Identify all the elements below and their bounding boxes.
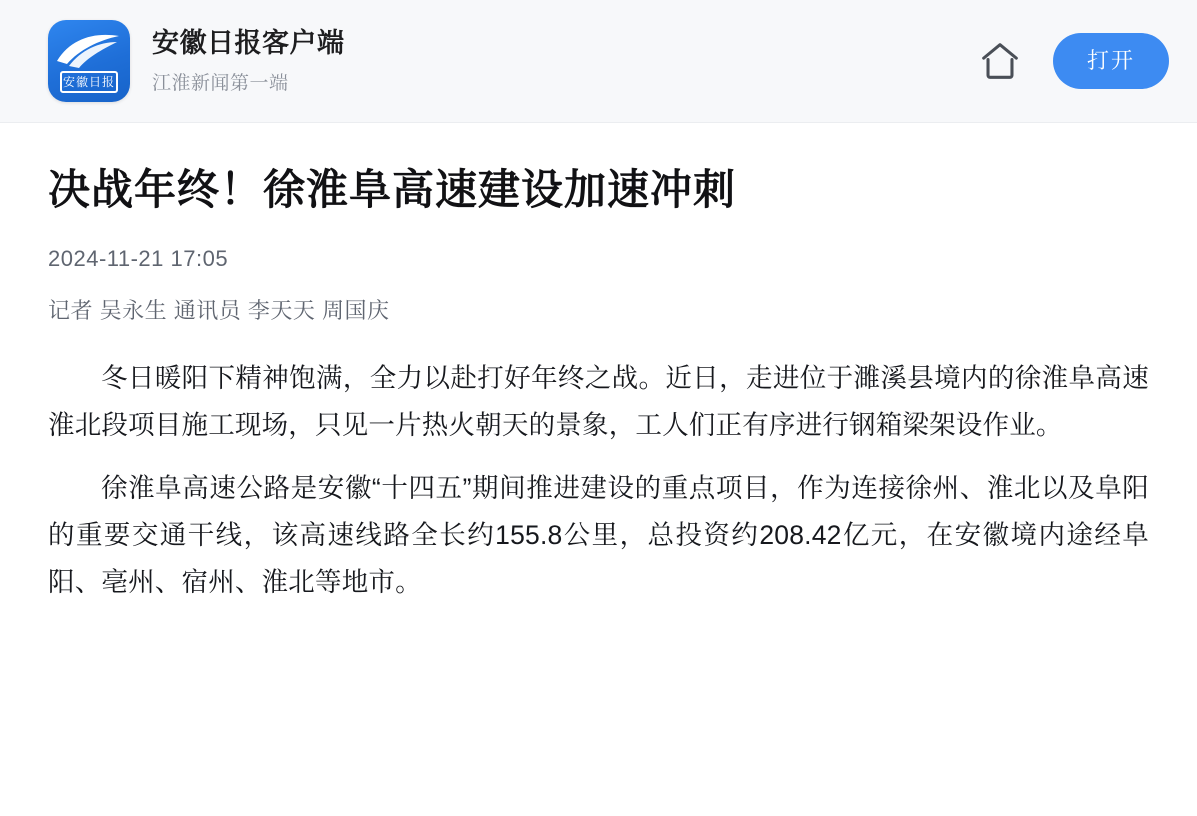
app-meta	[152, 27, 345, 96]
app-promo-bar	[0, 0, 1197, 122]
publish-timestamp: 2024-11-21 17:05	[48, 245, 229, 271]
article-paragraph: 徐淮阜高速公路是安徽“十四五”期间推进建设的重点项目，作为连接徐州、淮北以及阜阳的重要交通干线，该高速线路全长约155.8公里，总投资约208.42亿元，在安徽境内途经阜阳、亳州、宿州、淮北等地市。	[48, 472, 1149, 598]
byline: 记者 吴永生 通讯员 李天天 周国庆	[48, 297, 390, 323]
swoosh-icon	[55, 30, 123, 70]
app-name: 安徽日报客户端	[152, 27, 345, 58]
open-app-button[interactable]: 打开	[1053, 33, 1169, 89]
home-icon[interactable]	[977, 38, 1023, 84]
article-body	[0, 123, 1197, 606]
app-actions	[977, 33, 1169, 89]
page-title: 决战年终！徐淮阜高速建设加速冲刺	[48, 166, 737, 213]
app-slogan: 江淮新闻第一端	[152, 73, 289, 95]
logo-plate-text: 安徽日报	[60, 71, 118, 93]
anhui-daily-app-logo	[48, 20, 130, 102]
article-paragraph: 冬日暖阳下精神饱满，全力以赴打好年终之战。近日，走进位于濉溪县境内的徐淮阜高速淮北段项目施工现场，只见一片热火朝天的景象，工人们正有序进行钢箱梁架设作业。	[48, 362, 1149, 440]
